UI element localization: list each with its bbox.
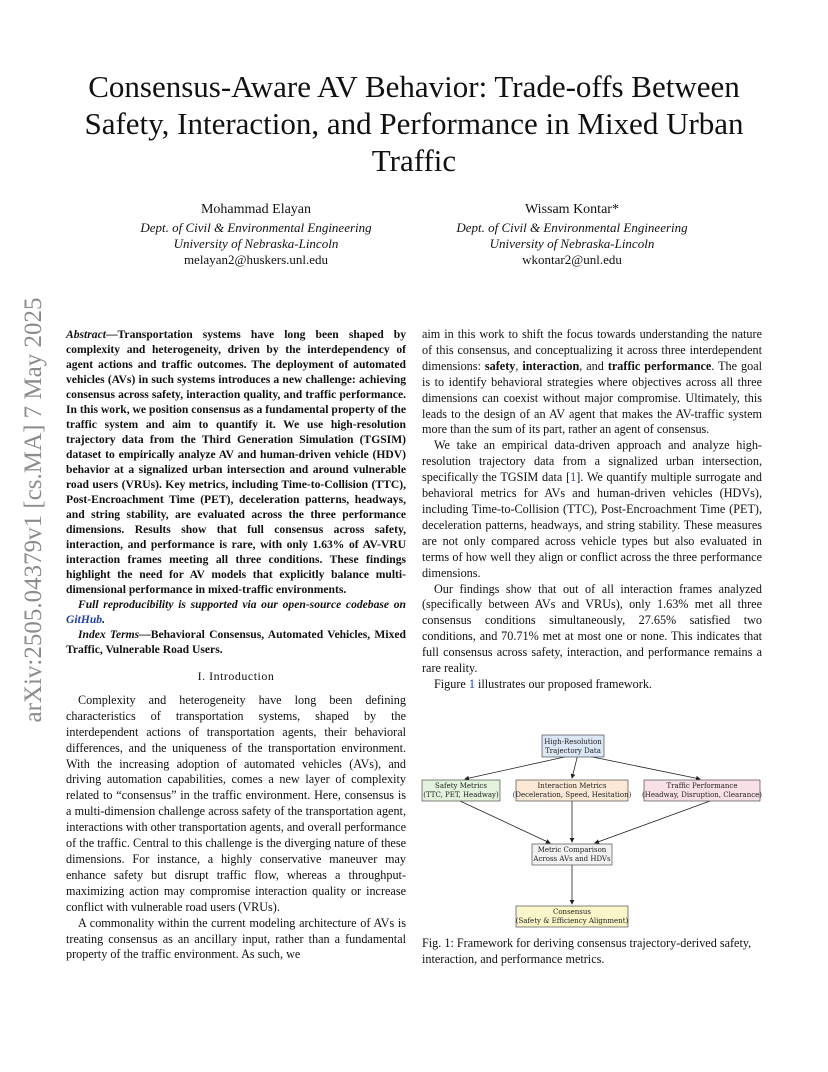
abstract <box>66 327 406 597</box>
author-dept: Dept. of Civil & Environmental Engineering <box>456 220 688 235</box>
right-column <box>422 327 762 693</box>
abstract-lead: Abstract <box>66 328 106 341</box>
author-email: melayan2@huskers.unl.edu <box>183 252 329 267</box>
node-label: Trajectory Data <box>545 747 601 755</box>
node-label: (Headway, Disruption, Clearance) <box>641 791 763 799</box>
intro-paragraph: Our findings show that out of all interaction frames analyzed (specifically between AVs and VRUs), only 1.63% met all three consensus conditions simultaneously, 27.65% satisfied two conditions, and 70.71% met at most one or none. This indicates that full consensus across safety, interaction, and performance remains a rare reality. <box>422 581 762 676</box>
text-run: We take an empirical data-driven approach and analyze high-resolution trajectory data from a signalized urban intersection, specifically the TGSIM data [ <box>422 438 762 485</box>
node-interaction-metrics <box>513 780 632 801</box>
keyword-interaction: interaction <box>522 358 580 373</box>
node-label: Consensus <box>552 908 592 916</box>
arrow-safety-to-compare <box>460 801 550 843</box>
text-run: . The goal is to identify behavioral strategies where objectives across all three dimensions can coexist without major compromise. Ultimately, this leads to the design of an AV agent that makes the AV-traffic system more than the sum of its part, rather an agent of consensus. <box>422 358 762 437</box>
reproducibility-note <box>66 597 406 627</box>
text-run: aim in this work to shift the focus towards understanding the nature of this consensus, and conceptualizing it across three interdependent dimensions: <box>422 327 762 373</box>
arrow-data-to-interaction <box>572 754 578 778</box>
author-univ: University of Nebraska-Lincoln <box>173 236 339 251</box>
author-block-2 <box>422 202 722 268</box>
arxiv-stamp-text: arXiv:2505.04379v1 [cs.MA] 7 May 2025 <box>20 297 47 723</box>
author-dept: Dept. of Civil & Environmental Engineering <box>140 220 372 235</box>
node-label: Traffic Performance <box>666 782 738 790</box>
intro-paragraph <box>422 438 762 581</box>
intro-paragraph <box>422 677 762 693</box>
abstract-text: —Transportation systems have long been shaped by complexity and heterogeneity, driven by the interdependency of agent actions and traffic outcomes. The deployment of automated vehicles (AVs) in such systems introduces a new challenge: achieving consensus across safety, interaction quality, and traffic performance. In this work, we position consensus as a fundamental property of the traffic system and aim to quantify it. We use high-resolution trajectory data from the Third Generation Simulation (TGSIM) dataset to empirically analyze AV and human-driven vehicle (HDV) behavior at a signalized urban intersection and around vulnerable road users (VRUs). Key metrics, including Time-to-Collision (TTC), Post-Encroachment Time (PET), deceleration patterns, headways, and string stability, are evaluated across the three performance dimensions. Results show that full consensus across safety, interaction, and performance is rare, with only 1.63% of AV-VRU interaction frames meeting all three conditions. These findings highlight the need for AV models that explicitly balance multi-dimensional performance in mixed-traffic environments. <box>66 328 406 596</box>
reproducibility-text: Full reproducibility is supported via our open-source codebase on <box>78 598 406 611</box>
index-terms-lead: Index Terms <box>78 628 140 641</box>
node-traffic-performance <box>642 780 762 801</box>
arrow-data-to-safety <box>465 754 578 779</box>
node-label: Metric Comparison <box>537 846 607 854</box>
author-univ: University of Nebraska-Lincoln <box>489 236 655 251</box>
framework-diagram <box>420 732 765 932</box>
index-terms <box>66 627 406 657</box>
author-name: Mohammad Elayan <box>200 202 312 217</box>
paper-title: Consensus-Aware AV Behavior: Trade-offs Between Safety, Interaction, and Performance in Mixed Urban Traffic <box>84 69 744 178</box>
arxiv-stamp <box>20 275 48 745</box>
node-label: Across AVs and HDVs <box>533 855 611 863</box>
citation-link[interactable]: 1 <box>570 470 577 485</box>
keyword-traffic-performance: traffic performance <box>607 358 712 373</box>
intro-paragraph: Complexity and heterogeneity have long been defining characteristics of transportation systems, shaped by the interdependent actions of transportation agents, their behavioral differences, and the uniqueness of the transportation environment. With the increasing adoption of automated vehicles (AVs), and driving automation capabilities, comes a new layer of complexity related to “consensus” in the traffic environment. Here, consensus is a multi-dimension challenge across safety of the transportation agent, interactions with other transportation agents, and overall performance of the traffic. Central to this challenge is the diverging nature of these dimensions. For instance, a highly conservative maneuver may enhance safety but disrupt traffic flow, whereas a throughput-maximizing action may compromise interaction quality or increase conflict with vulnerable road users (VRUs). <box>66 692 406 914</box>
text-run: ]. We quantify multiple surrogate and behavioral metrics for AVs and human-driven vehicles (HDVs), including Time-to-Collision (TTC), Post-Encroachment Time (PET), deceleration patterns, headways, and string stability. These measures are not only compared across vehicle types but also evaluated in terms of how well they align or conflict across the three performance dimensions. <box>422 470 763 580</box>
section-heading: I. Introduction <box>197 669 275 683</box>
author-block-1 <box>106 202 406 268</box>
text-run: , <box>515 358 523 373</box>
reproducibility-end: . <box>102 613 105 626</box>
node-label: Safety Metrics <box>435 782 487 790</box>
github-link[interactable]: GitHub <box>66 613 103 626</box>
text-run: Figure <box>434 676 469 691</box>
left-column <box>66 327 406 963</box>
text-run: , and <box>579 358 608 373</box>
node-label: Interaction Metrics <box>537 782 607 790</box>
figure-caption: Fig. 1: Framework for deriving consensus trajectory-derived safety, interaction, and performance metrics. <box>422 936 752 966</box>
author-email: wkontar2@unl.edu <box>522 252 622 267</box>
text-run: illustrates our proposed framework. <box>474 676 652 691</box>
intro-paragraph <box>422 327 762 438</box>
index-terms-text: —Behavioral Consensus, Automated Vehicles, Mixed Traffic, Vulnerable Road Users. <box>66 628 406 656</box>
node-label: (TTC, PET, Headway) <box>423 791 499 799</box>
node-trajectory-data <box>542 735 604 757</box>
node-label: High-Resolution <box>544 738 602 746</box>
keyword-safety: safety <box>484 358 516 373</box>
arrow-traffic-to-compare <box>595 801 710 843</box>
figure-link[interactable]: 1 <box>468 676 475 691</box>
arrow-data-to-traffic <box>578 754 700 779</box>
node-label: (Deceleration, Speed, Hesitation) <box>512 791 632 799</box>
node-safety-metrics <box>422 780 500 801</box>
node-metric-comparison <box>532 844 612 865</box>
node-label: (Safety & Efficiency Alignment) <box>515 917 629 925</box>
intro-paragraph: A commonality within the current modeling architecture of AVs is treating consensus as an ancillary input, rather than a fundamental property of the traffic environment. As such, we <box>66 915 406 962</box>
author-name: Wissam Kontar* <box>525 202 619 217</box>
node-consensus <box>516 906 629 927</box>
